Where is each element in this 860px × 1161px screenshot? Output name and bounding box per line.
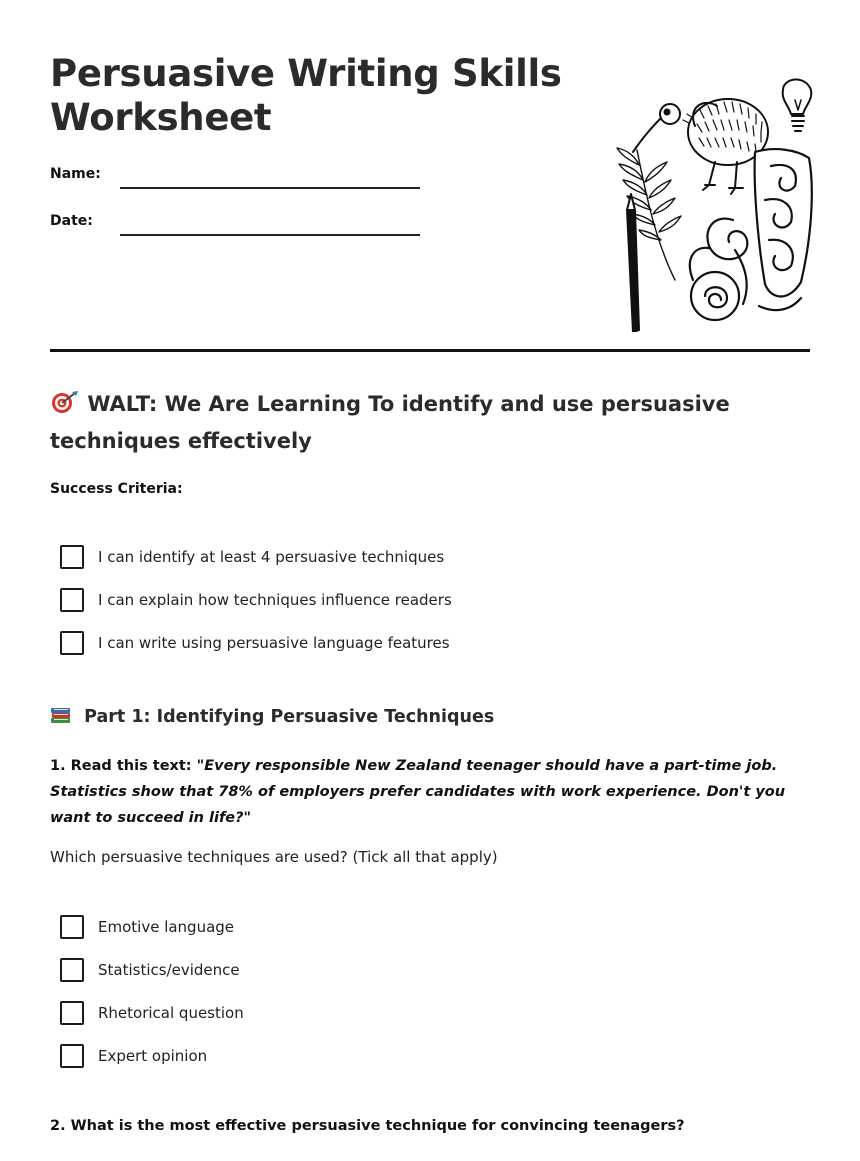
name-field[interactable] — [120, 187, 420, 189]
technique-label: Rhetorical question — [98, 1004, 244, 1022]
technique-checkbox[interactable] — [60, 915, 84, 939]
name-label: Name: — [50, 166, 101, 182]
criteria-checkbox[interactable] — [60, 588, 84, 612]
success-criteria-label: Success Criteria: — [50, 481, 183, 497]
carving-icon — [690, 149, 812, 320]
question-1 — [50, 753, 810, 831]
question-1-quote: "Every responsible New Zealand teenager should have a part-time job. Statistics show that 78% of employers prefer candidates with work experience. Don't you want to succeed in life?" — [50, 758, 786, 826]
question-1-instruction: Which persuasive techniques are used? (Tick all that apply) — [50, 848, 498, 866]
light-bulb-icon — [783, 79, 812, 131]
technique-checkbox[interactable] — [60, 1001, 84, 1025]
criteria-item[interactable] — [60, 631, 450, 655]
criteria-label: I can identify at least 4 persuasive techniques — [98, 548, 445, 566]
date-field[interactable] — [120, 234, 420, 236]
question-2: 2. What is the most effective persuasive technique for convincing teenagers? — [50, 1118, 685, 1134]
walt-text: WALT: We Are Learning To identify and use persuasive techniques effectively — [50, 392, 730, 453]
criteria-item[interactable] — [60, 588, 452, 612]
header-divider — [50, 349, 810, 352]
walt-heading — [50, 386, 750, 460]
criteria-checkbox[interactable] — [60, 545, 84, 569]
technique-checkbox[interactable] — [60, 1044, 84, 1068]
technique-label: Statistics/evidence — [98, 961, 240, 979]
criteria-label: I can explain how techniques influence readers — [98, 591, 452, 609]
worksheet-title: Persuasive Writing Skills Worksheet — [50, 52, 562, 139]
kiwi-illustration — [575, 70, 815, 332]
technique-option[interactable] — [60, 958, 240, 982]
criteria-label: I can write using persuasive language features — [98, 634, 450, 652]
part1-heading-text: Part 1: Identifying Persuasive Techniques — [84, 707, 495, 727]
worksheet-page — [50, 0, 810, 1161]
target-icon — [50, 390, 80, 414]
technique-label: Emotive language — [98, 918, 235, 936]
books-icon — [50, 705, 72, 725]
part1-heading — [50, 705, 494, 727]
date-label: Date: — [50, 213, 93, 229]
technique-option[interactable] — [60, 1044, 207, 1068]
technique-option[interactable] — [60, 1001, 244, 1025]
technique-label: Expert opinion — [98, 1047, 208, 1065]
question-1-prefix: 1. Read this text: — [50, 758, 197, 774]
technique-option[interactable] — [60, 915, 234, 939]
technique-checkbox[interactable] — [60, 958, 84, 982]
kiwi-bird-icon — [633, 99, 768, 194]
criteria-checkbox[interactable] — [60, 631, 84, 655]
criteria-item[interactable] — [60, 545, 444, 569]
